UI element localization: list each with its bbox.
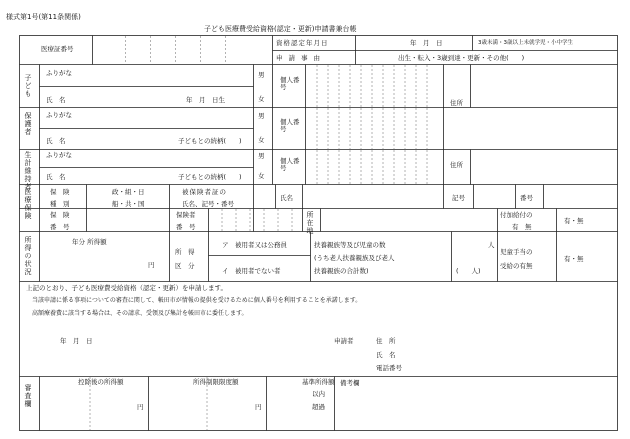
supporter-relation: 子どもとの続柄( ): [178, 173, 242, 181]
medical-insurance-section-label: 医療保険: [24, 188, 32, 220]
supporter-individual-number-label: 個人番号: [280, 157, 300, 172]
child-name-label: 氏 名: [46, 96, 66, 104]
declaration-line-2: 当該申請に係る事項についての審査に関して、帳田市が情報の提供を受けるために個人番号を利用することを承諾します。: [32, 297, 362, 304]
guardian-section-label: 保護者: [24, 112, 32, 136]
child-birth-date: 年 月 日生: [186, 96, 225, 104]
reason-label: 申請事由: [276, 54, 326, 62]
standard-income-label: 基準所得額: [302, 378, 335, 386]
guardian-sex-male: 男: [258, 112, 265, 120]
deduction-limit-label: 所得制限限度額: [193, 378, 239, 386]
qualification-date-value: 年 月 日: [410, 39, 443, 47]
supporter-sex-female: 女: [258, 172, 265, 180]
supporter-name-label: 氏 名: [46, 173, 66, 181]
insurance-label: 保 険: [50, 188, 70, 196]
benefit-label-1: 付加給付の: [500, 211, 533, 219]
child-allowance-yes-no: 有・無: [564, 255, 584, 263]
applicant-address-label: 住 所: [376, 337, 396, 345]
insured-symbol-label: 記号: [452, 194, 465, 202]
child-allowance-label-2: 受給の有無: [500, 262, 533, 270]
remarks-label: 備考欄: [340, 379, 360, 387]
applicant-phone-label: 電話番号: [376, 364, 402, 372]
child-address-label: 住所: [450, 99, 463, 107]
insurer-holder-label-1: 保険者: [176, 211, 196, 219]
benefit-label-2: 有 無: [512, 223, 532, 231]
insured-number-label: 番号: [520, 194, 533, 202]
form-number: 様式第1号(第11条関係): [6, 13, 81, 21]
age-category: 3歳未満・3歳以上未就学児・小中学生: [478, 40, 573, 46]
child-individual-number-label: 個人番号: [280, 76, 300, 91]
elderly-label-1: (うち老人扶養親族及び老人: [314, 254, 395, 262]
guardian-individual-number-label: 個人番号: [280, 118, 300, 133]
elderly-count: ( 人): [456, 267, 481, 275]
declaration-date: 年 月 日: [60, 337, 93, 345]
declaration-line-3: 高額療養費に該当する場合は、その請求、受領及び集計を帳田市に委任します。: [32, 310, 248, 317]
elderly-label-2: 扶養親族の合計数): [314, 267, 369, 275]
supporter-furigana-label: ふりがな: [46, 151, 72, 159]
income-yen: 円: [148, 261, 155, 269]
guardian-sex-female: 女: [258, 136, 265, 144]
year-income-label: 年分 所得額: [72, 238, 107, 246]
dependents-label: 扶養親族等及び児童の数: [314, 241, 386, 249]
guardian-furigana-label: ふりがな: [46, 111, 72, 119]
supporter-section-label: 生計維持者: [24, 151, 32, 191]
after-deduction-label: 控除後の所得額: [78, 378, 124, 386]
declaration-line-1: 上記のとおり、子ども医療費受給資格（認定・更新）を申請します。: [26, 284, 227, 292]
insured-name-label: 氏名: [280, 194, 293, 202]
supporter-address-label: 住所: [450, 161, 463, 169]
standard-exceed: 超過: [312, 403, 325, 411]
insurer-number-label: 医療証番号: [41, 45, 74, 53]
child-sex-male: 男: [258, 71, 265, 79]
reason-options: 出生・転入・3歳到達・更新・その他( ): [398, 54, 525, 62]
child-furigana-label: ふりがな: [46, 69, 72, 77]
deduction-limit-yen: 円: [255, 403, 262, 411]
insurer-label: 保 険: [50, 211, 70, 219]
form-title: 子ども医療費受給資格(認定・更新)申請書兼台帳: [204, 25, 357, 33]
insurance-types-1: 政・組・日: [112, 188, 145, 196]
child-allowance-label-1: 児童手当の: [500, 248, 533, 256]
income-category-label-1: 所 得: [175, 248, 195, 256]
dependents-unit: 人: [488, 241, 495, 249]
income-option-a: ア 被用者又は公務員: [222, 241, 287, 249]
income-option-b: イ 被用者でない者: [222, 267, 281, 275]
qualification-date-label: 資格認定年月日: [276, 39, 329, 47]
applicant-name-label: 氏 名: [376, 351, 396, 359]
insurer-holder-label-2: 番 号: [176, 223, 196, 231]
guardian-relation: 子どもとの続柄( ): [178, 137, 242, 145]
supporter-sex-male: 男: [258, 152, 265, 160]
insured-card-label-1: 被保険者証の: [182, 188, 227, 196]
insured-card-label-2: 氏名、記号・番号: [182, 200, 234, 208]
child-section-label: 子ども: [24, 74, 32, 98]
income-category-label-2: 区 分: [175, 262, 195, 270]
after-deduction-yen: 円: [137, 403, 144, 411]
benefit-yes-no: 有・無: [564, 217, 584, 225]
insurer-number-label-2: 番 号: [50, 223, 70, 231]
insurance-types-2: 船・共・国: [112, 200, 145, 208]
standard-within: 以内: [312, 390, 325, 398]
applicant-label: 申請者: [334, 337, 354, 345]
guardian-name-label: 氏 名: [46, 137, 66, 145]
review-section-label: 審査欄: [24, 384, 32, 408]
child-sex-female: 女: [258, 95, 265, 103]
insurer-location-label: 所在地: [306, 211, 314, 235]
income-section-label: 所得の状況: [24, 236, 32, 276]
insurance-type-label: 種 別: [50, 200, 70, 208]
